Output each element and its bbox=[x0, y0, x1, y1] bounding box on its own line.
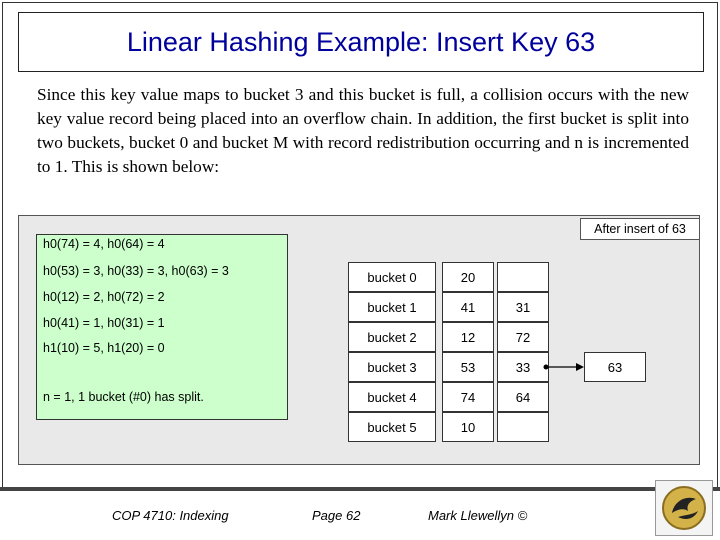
bucket-value: 64 bbox=[497, 382, 549, 412]
hash-line: h1(10) = 5, h1(20) = 0 bbox=[43, 341, 165, 355]
overflow-pointer-arrow bbox=[540, 358, 586, 378]
body-paragraph: Since this key value maps to bucket 3 and this bucket is full, a collision occurs with the new key value record being placed into an overflow chain. In addition, the first bucket is split into two buckets, bucket 0 and bucket M with record redistribution occurring and n is incremented to 1. This is shown below: bbox=[37, 85, 689, 176]
slide-title: Linear Hashing Example: Insert Key 63 bbox=[126, 26, 596, 57]
bucket-value: 41 bbox=[442, 292, 494, 322]
hash-line: h0(74) = 4, h0(64) = 4 bbox=[43, 237, 165, 251]
bucket-value: 53 bbox=[442, 352, 494, 382]
overflow-bucket: 63 bbox=[584, 352, 646, 382]
bucket-value bbox=[497, 262, 549, 292]
bucket-value: 72 bbox=[497, 322, 549, 352]
bucket-value: 20 bbox=[442, 262, 494, 292]
hash-line: h0(12) = 2, h0(72) = 2 bbox=[43, 290, 165, 304]
university-logo bbox=[655, 480, 713, 536]
bucket-value: 33 bbox=[497, 352, 549, 382]
footer-course: COP 4710: Indexing bbox=[112, 508, 229, 523]
bucket-value: 10 bbox=[442, 412, 494, 442]
hash-line: h0(53) = 3, h0(33) = 3, h0(63) = 3 bbox=[43, 264, 229, 278]
bucket-value: 74 bbox=[442, 382, 494, 412]
bucket-value: 31 bbox=[497, 292, 549, 322]
bucket-label: bucket 0 bbox=[348, 262, 436, 292]
hash-line: h0(41) = 1, h0(31) = 1 bbox=[43, 316, 165, 330]
bucket-label: bucket 4 bbox=[348, 382, 436, 412]
bucket-label: bucket 5 bbox=[348, 412, 436, 442]
after-insert-label: After insert of 63 bbox=[580, 218, 700, 240]
footer-author: Mark Llewellyn © bbox=[428, 508, 528, 523]
split-status-line: n = 1, 1 bucket (#0) has split. bbox=[43, 390, 204, 404]
bucket-value: 12 bbox=[442, 322, 494, 352]
title-box bbox=[18, 12, 704, 72]
bucket-label: bucket 2 bbox=[348, 322, 436, 352]
bucket-value bbox=[497, 412, 549, 442]
bucket-label: bucket 3 bbox=[348, 352, 436, 382]
pegasus-logo-icon bbox=[656, 481, 712, 535]
bucket-label: bucket 1 bbox=[348, 292, 436, 322]
footer-page: Page 62 bbox=[312, 508, 361, 523]
